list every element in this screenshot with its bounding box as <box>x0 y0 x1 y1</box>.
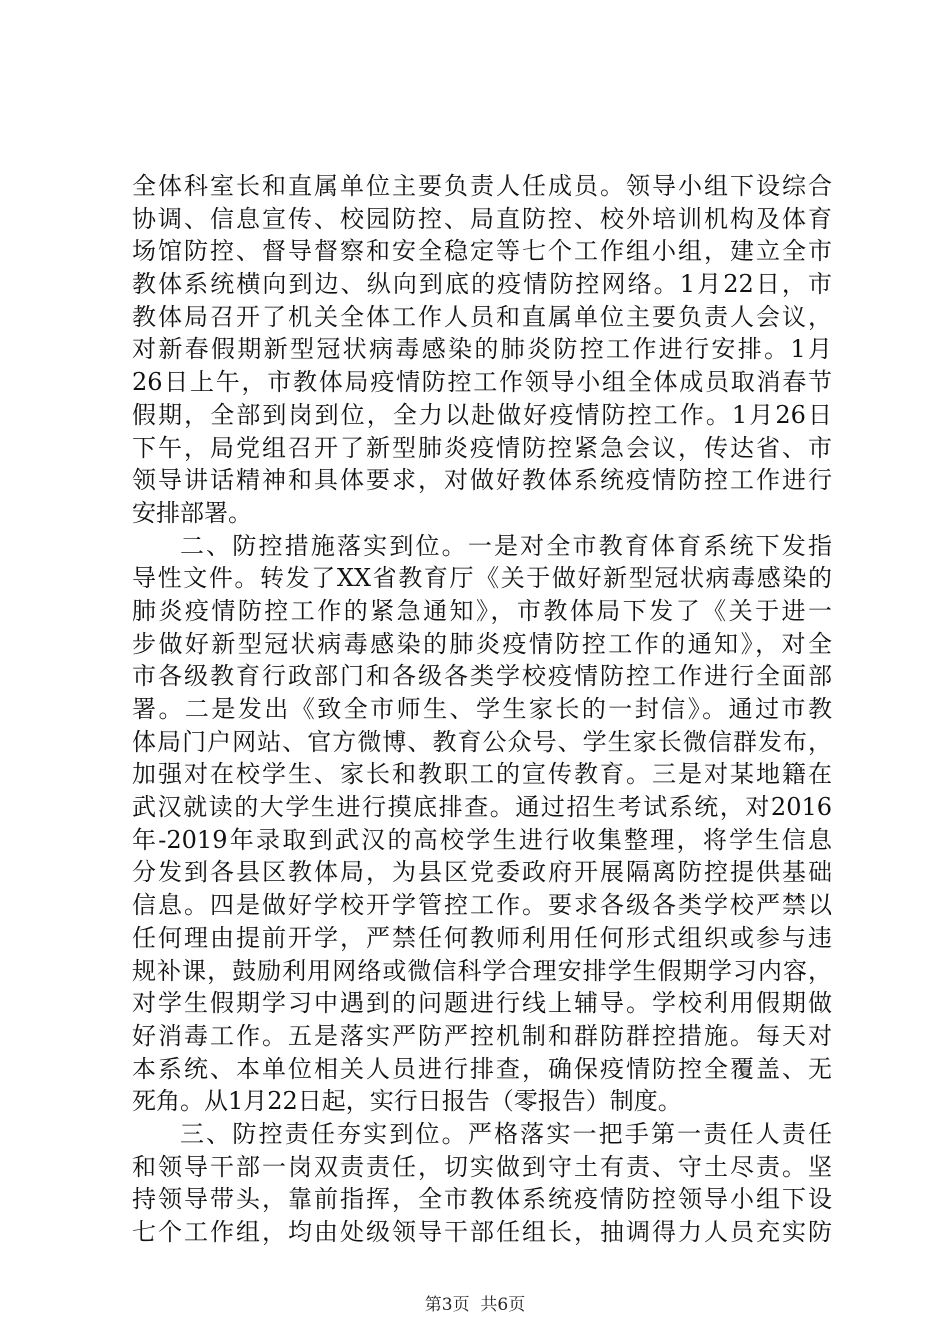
text-line: 场馆防控、督导督察和安全稳定等七个工作组小组，建立全市 <box>132 237 832 266</box>
page-number-footer: 第3页 共6页 <box>424 1295 526 1315</box>
text-line: 七个工作组，均由处级领导干部任组长，抽调得力人员充实防 <box>132 1218 832 1246</box>
text-line: 年-2019年录取到武汉的高校学生进行收集整理，将学生信息 <box>132 825 832 854</box>
text-line: 假期，全部到岗到位，全力以赴做好疫情防控工作。1月26日 <box>132 400 832 429</box>
text-line: 协调、信息宣传、校园防控、局直防控、校外培训机构及体育 <box>132 204 832 233</box>
text-line: 署。二是发出《致全市师生、学生家长的一封信》。通过市教 <box>132 695 832 723</box>
text-line: 26日上午，市教体局疫情防控工作领导小组全体成员取消春节 <box>132 368 832 397</box>
text-line: 信息。四是做好学校开学管控工作。要求各级各类学校严禁以 <box>132 891 832 920</box>
text-line: 加强对在校学生、家长和教职工的宣传教育。三是对某地籍在 <box>132 760 832 789</box>
text-line: 体局门户网站、官方微博、教育公众号、学生家长微信群发布， <box>132 727 832 756</box>
text-line: 下午，局党组召开了新型肺炎疫情防控紧急会议，传达省、市 <box>132 433 832 462</box>
body-text <box>132 170 832 1249</box>
section-heading-line: 二、防控措施落实到位。一是对全市教育体育系统下发指 <box>180 531 832 560</box>
text-line: 教体局召开了机关全体工作人员和直属单位主要负责人会议， <box>132 302 832 331</box>
text-line: 任何理由提前开学，严禁任何教师利用任何形式组织或参与违 <box>132 923 832 952</box>
text-line: 领导讲话精神和具体要求，对做好教体系统疫情防控工作进行 <box>132 466 832 495</box>
text-line: 步做好新型冠状病毒感染的肺炎疫情防控工作的通知》，对全 <box>132 629 832 658</box>
text-line: 分发到各县区教体局，为县区党委政府开展隔离防控提供基础 <box>132 858 832 887</box>
text-line: 对学生假期学习中遇到的问题进行线上辅导。学校利用假期做 <box>132 989 832 1018</box>
text-line: 教体系统横向到边、纵向到底的疫情防控网络。1月22日，市 <box>132 270 832 299</box>
text-line: 和领导干部一岗双责责任，切实做到守土有责、守土尽责。坚 <box>132 1152 832 1181</box>
text-line: 本系统、本单位相关人员进行排查，确保疫情防控全覆盖、无 <box>132 1054 832 1083</box>
text-line: 武汉就读的大学生进行摸底排查。通过招生考试系统，对2016 <box>132 793 832 822</box>
text-line: 肺炎疫情防控工作的紧急通知》，市教体局下发了《关于进一 <box>132 596 832 625</box>
text-line: 对新春假期新型冠状病毒感染的肺炎防控工作进行安排。1月 <box>132 335 832 364</box>
text-line: 持领导带头，靠前指挥，全市教体系统疫情防控领导小组下设 <box>132 1185 832 1214</box>
text-line: 导性文件。转发了XX省教育厅《关于做好新型冠状病毒感染的 <box>132 564 832 593</box>
text-line: 市各级教育行政部门和各级各类学校疫情防控工作进行全面部 <box>132 662 832 691</box>
text-line: 死角。从1月22日起，实行日报告（零报告）制度。 <box>132 1087 682 1116</box>
text-line: 全体科室长和直属单位主要负责人任成员。领导小组下设综合 <box>132 172 832 200</box>
text-line: 规补课，鼓励利用网络或微信科学合理安排学生假期学习内容， <box>132 956 832 985</box>
section-heading-line: 三、防控责任夯实到位。严格落实一把手第一责任人责任 <box>180 1119 832 1148</box>
text-line: 好消毒工作。五是落实严防严控机制和群防群控措施。每天对 <box>132 1021 832 1050</box>
text-line: 安排部署。 <box>132 498 252 527</box>
